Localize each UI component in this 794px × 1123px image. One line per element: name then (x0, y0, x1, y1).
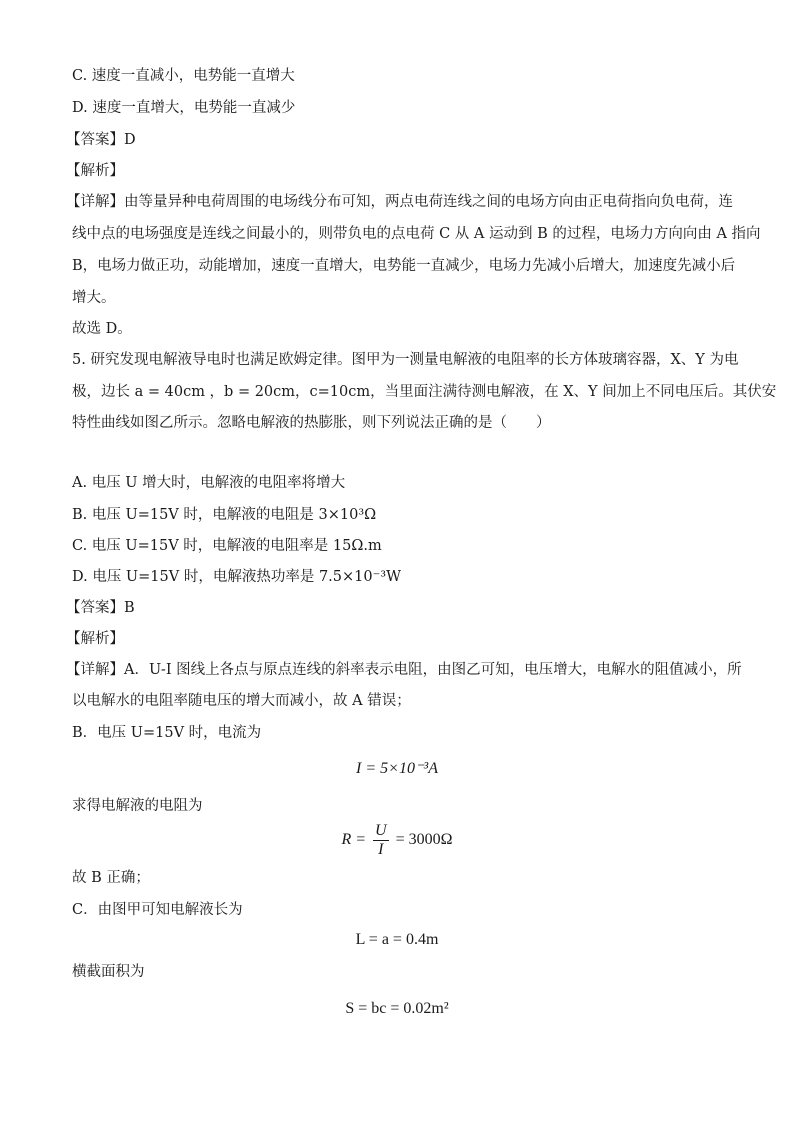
equation-resistance (0, 822, 794, 859)
q4-detail-line-3: B，电场力做正功，动能增加，速度一直增大，电势能一直减少，电场力先减小后增大，加速度先减小后 (72, 258, 736, 274)
fraction-denominator: I (378, 841, 384, 858)
q5-detail-a-line-1: 【详解】A．U-I 图线上各点与原点连线的斜率表示电阻，由图乙可知，电压增大，电解水的阻值减小，所 (66, 662, 742, 678)
q5-detail-a-line-2: 以电解水的电阻率随电压的增大而减小，故 A 错误； (72, 693, 411, 709)
q5-detail-c-line-1: C．由图甲可知电解液长为 (72, 902, 243, 918)
q5-stem-line-1: 5. 研究发现电解液导电时也满足欧姆定律。图甲为一测量电解液的电阻率的长方体玻璃容器，X、Y 为电 (72, 352, 739, 368)
q4-conclusion: 故选 D。 (72, 321, 132, 337)
q4-option-d: D. 速度一直增大，电势能一直减少 (72, 100, 296, 116)
equation-resistance-rhs: = 3000Ω (395, 831, 453, 849)
q5-analysis-heading: 【解析】 (66, 631, 124, 647)
equation-area: S = bc = 0.02m² (345, 1000, 449, 1017)
q5-detail-c-line-2: 横截面积为 (72, 964, 145, 980)
q5-option-c: C. 电压 U=15V 时，电解液的电阻率是 15Ω.m (72, 538, 382, 554)
q5-option-a: A. 电压 U 增大时，电解液的电阻率将增大 (72, 475, 346, 491)
q5-stem-line-2: 极，边长 a = 40cm ，b = 20cm，c=10cm，当里面注满待测电解液，在 X、Y 间加上不同电压后。其伏安 (72, 384, 777, 400)
q5-option-b: B. 电压 U=15V 时，电解液的电阻是 3×10³Ω (72, 507, 377, 523)
q5-stem-line-3: 特性曲线如图乙所示。忽略电解液的热膨胀，则下列说法正确的是（ ） (72, 415, 551, 431)
q4-option-c: C. 速度一直减小，电势能一直增大 (72, 68, 295, 84)
equation-resistance-fraction (373, 822, 389, 859)
q4-detail-line-2: 线中点的电场强度是连线之间最小的，则带负电的点电荷 C 从 A 运动到 B 的过程，电场力方向向由 A 指向 (72, 226, 761, 242)
fraction-numerator: U (375, 822, 387, 839)
q4-detail-line-4: 增大。 (72, 290, 116, 306)
equation-length: L = a = 0.4m (355, 931, 439, 948)
q4-detail-line-1: 【详解】由等量异种电荷周围的电场线分布可知，两点电荷连线之间的电场方向由正电荷指向负电荷，连 (66, 194, 733, 210)
equation-current: I = 5×10⁻³A (356, 760, 438, 777)
q5-detail-b-line-2: 求得电解液的电阻为 (72, 798, 203, 814)
q5-option-d: D. 电压 U=15V 时，电解液热功率是 7.5×10⁻³W (72, 569, 401, 585)
q4-answer: 【答案】D (66, 132, 136, 148)
q4-analysis-heading: 【解析】 (66, 163, 124, 179)
equation-resistance-lhs: R = (341, 831, 367, 849)
q5-answer: 【答案】B (66, 600, 135, 616)
q5-detail-b-line-1: B．电压 U=15V 时，电流为 (72, 725, 262, 741)
q5-detail-b-line-3: 故 B 正确； (72, 870, 150, 886)
